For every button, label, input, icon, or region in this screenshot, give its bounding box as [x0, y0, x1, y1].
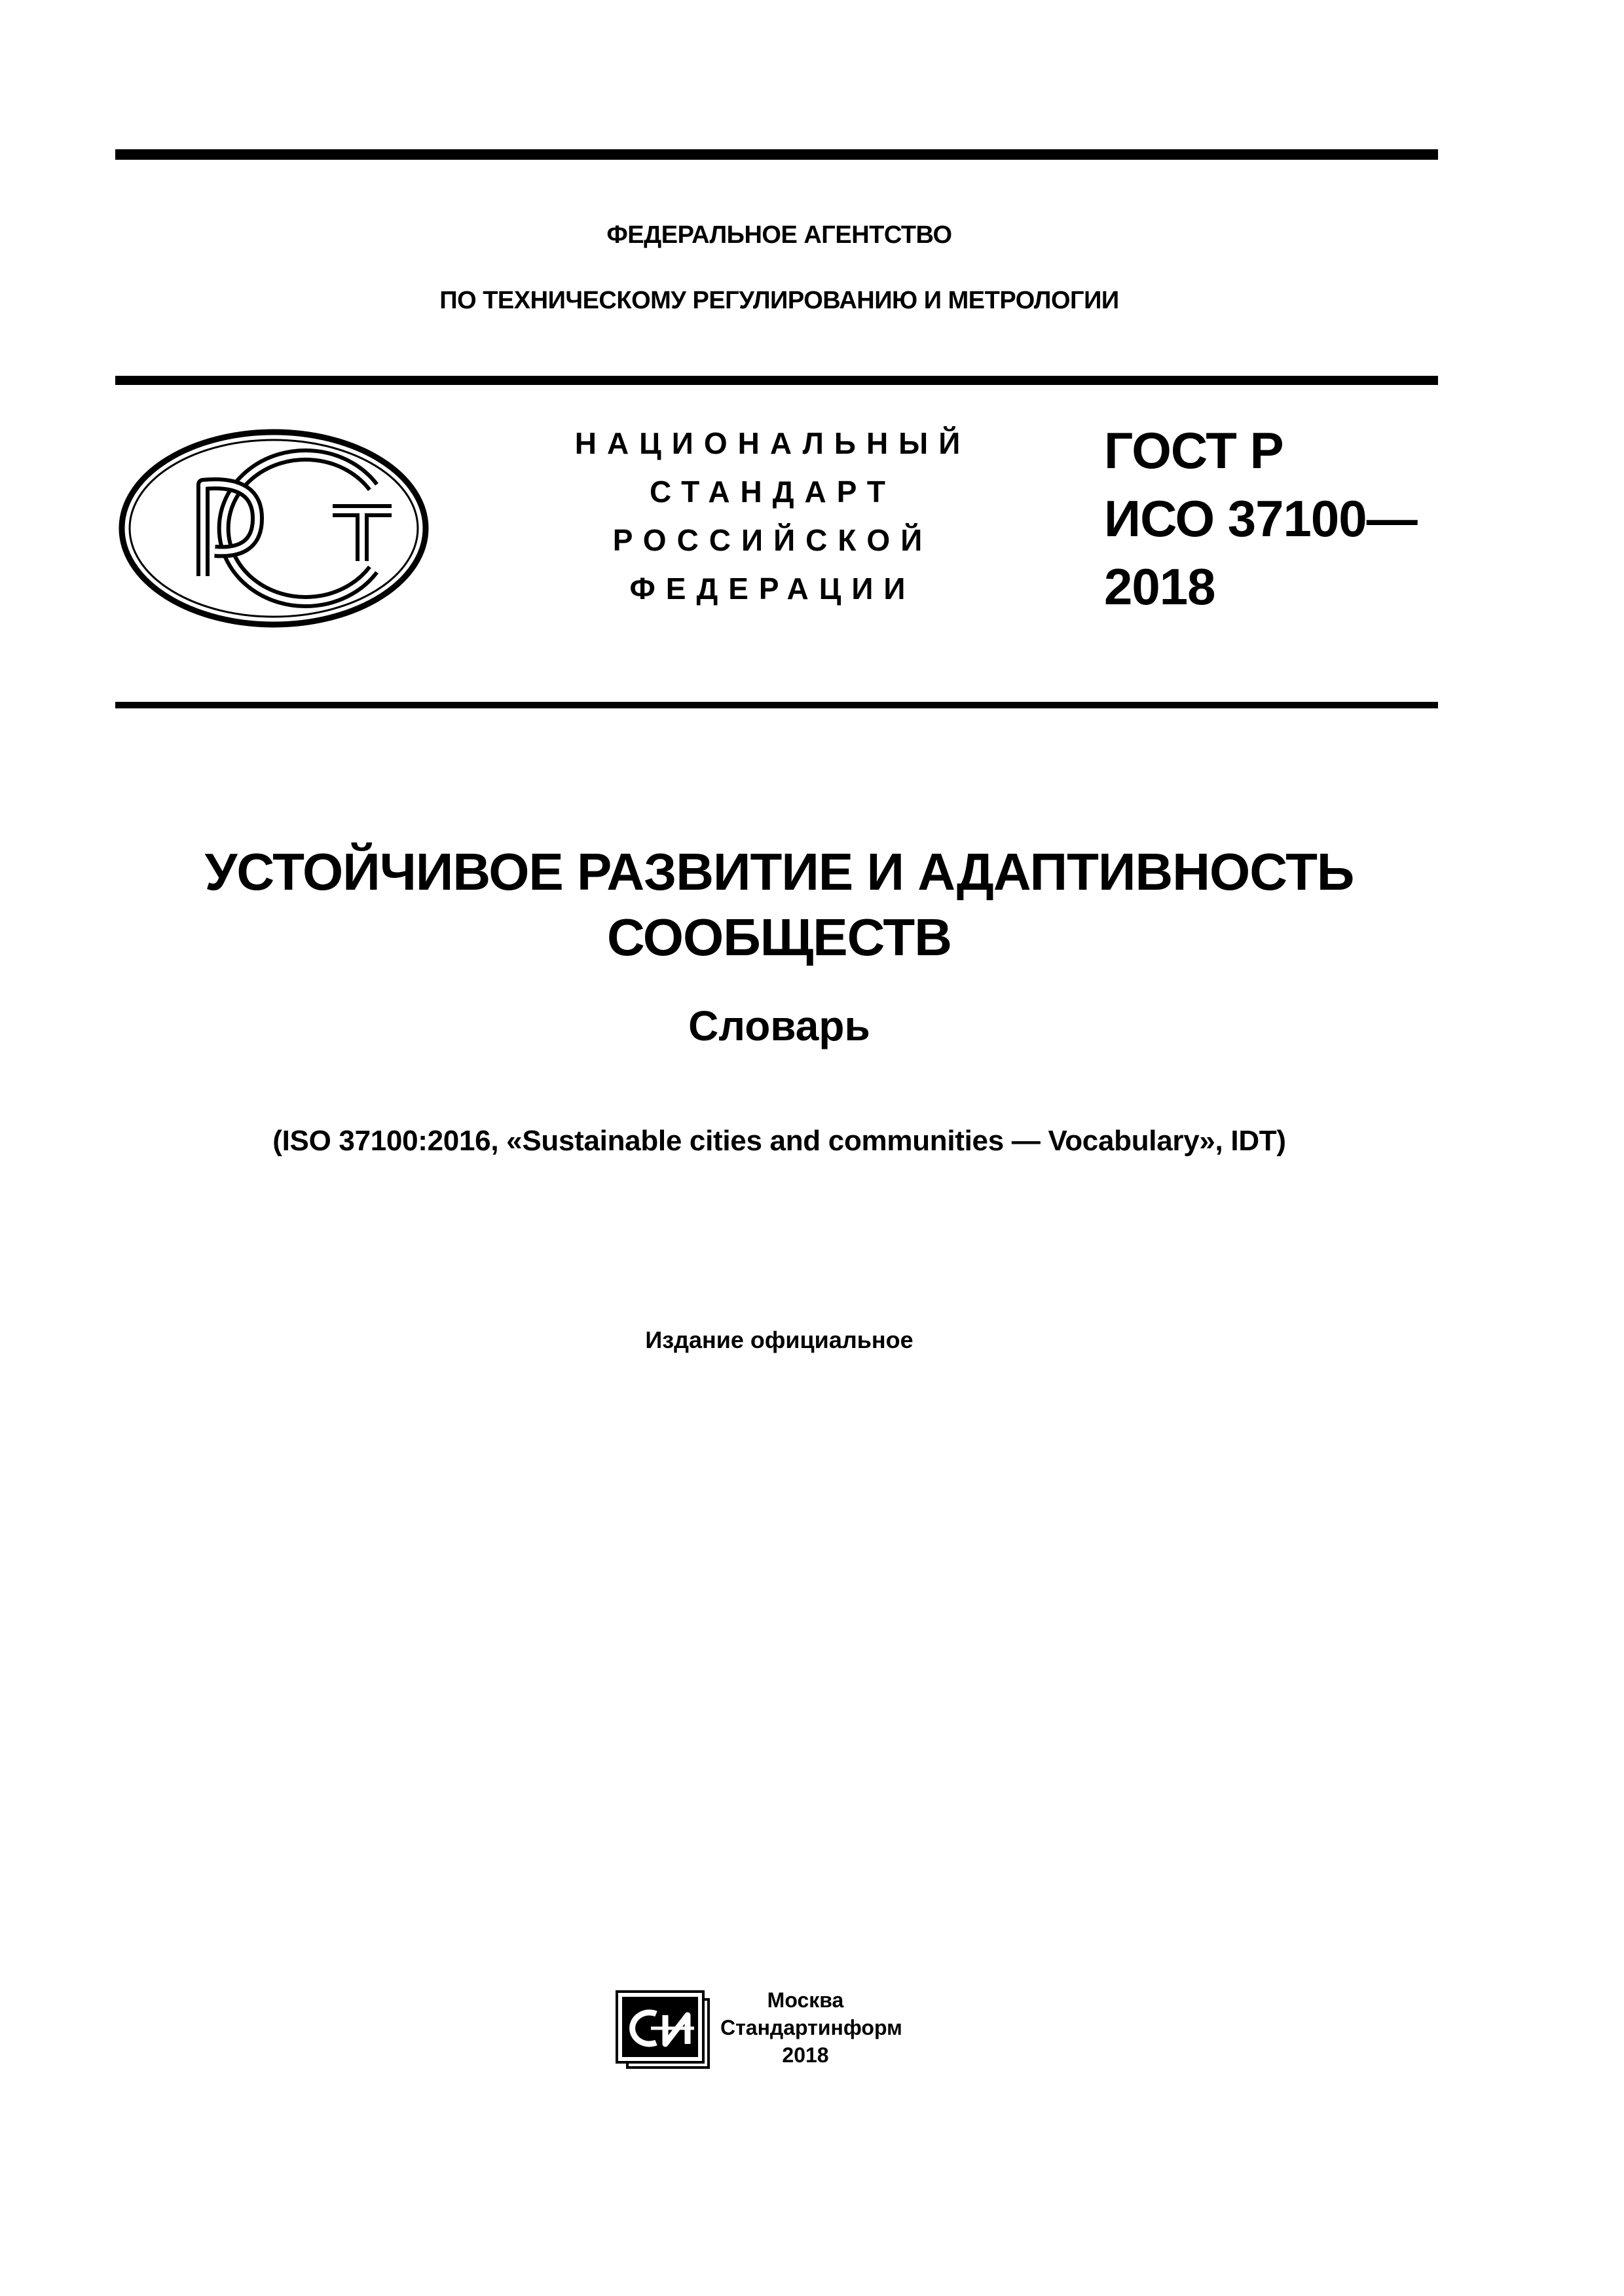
agency-name-line-1: ФЕДЕРАЛЬНОЕ АГЕНТСТВО: [606, 221, 952, 249]
standard-designation: [1104, 416, 1471, 621]
designation-line-1: ГОСТ Р: [1104, 422, 1283, 479]
standartinform-logo-icon: [616, 1990, 710, 2069]
national-standard-line-2: СТАНДАРТ: [650, 475, 896, 509]
publisher-city: Москва: [767, 1988, 844, 2012]
title-line-2: СООБЩЕСТВ: [606, 908, 952, 966]
national-standard-line-4: ФЕДЕРАЦИИ: [629, 572, 916, 606]
lower-rule: [115, 702, 1438, 708]
national-standard-line-3: РОССИЙСКОЙ: [612, 523, 933, 557]
title-line-1: УСТОЙЧИВОЕ РАЗВИТИЕ И АДАПТИВНОСТЬ: [204, 843, 1354, 901]
rst-emblem-icon: [117, 427, 431, 630]
document-title: [0, 839, 1559, 970]
publisher-year: 2018: [782, 2043, 829, 2067]
publisher-info: [720, 1986, 902, 2069]
designation-line-3: 2018: [1104, 558, 1215, 615]
iso-reference: (ISO 37100:2016, «Sustainable cities and communities — Vocabulary», IDT): [272, 1125, 1286, 1157]
agency-name-line-2: ПО ТЕХНИЧЕСКОМУ РЕГУЛИРОВАНИЮ И МЕТРОЛОГИИ: [439, 287, 1119, 314]
designation-line-2: ИСО 37100—: [1104, 490, 1417, 547]
edition-note: Издание официальное: [645, 1326, 913, 1353]
top-rule: [115, 149, 1438, 160]
document-subtitle: Словарь: [688, 1002, 870, 1049]
publisher-name: Стандартинформ: [720, 2016, 902, 2039]
middle-rule: [115, 376, 1438, 385]
national-standard-block: [537, 419, 1008, 613]
national-standard-line-1: НАЦИОНАЛЬНЫЙ: [574, 426, 971, 460]
